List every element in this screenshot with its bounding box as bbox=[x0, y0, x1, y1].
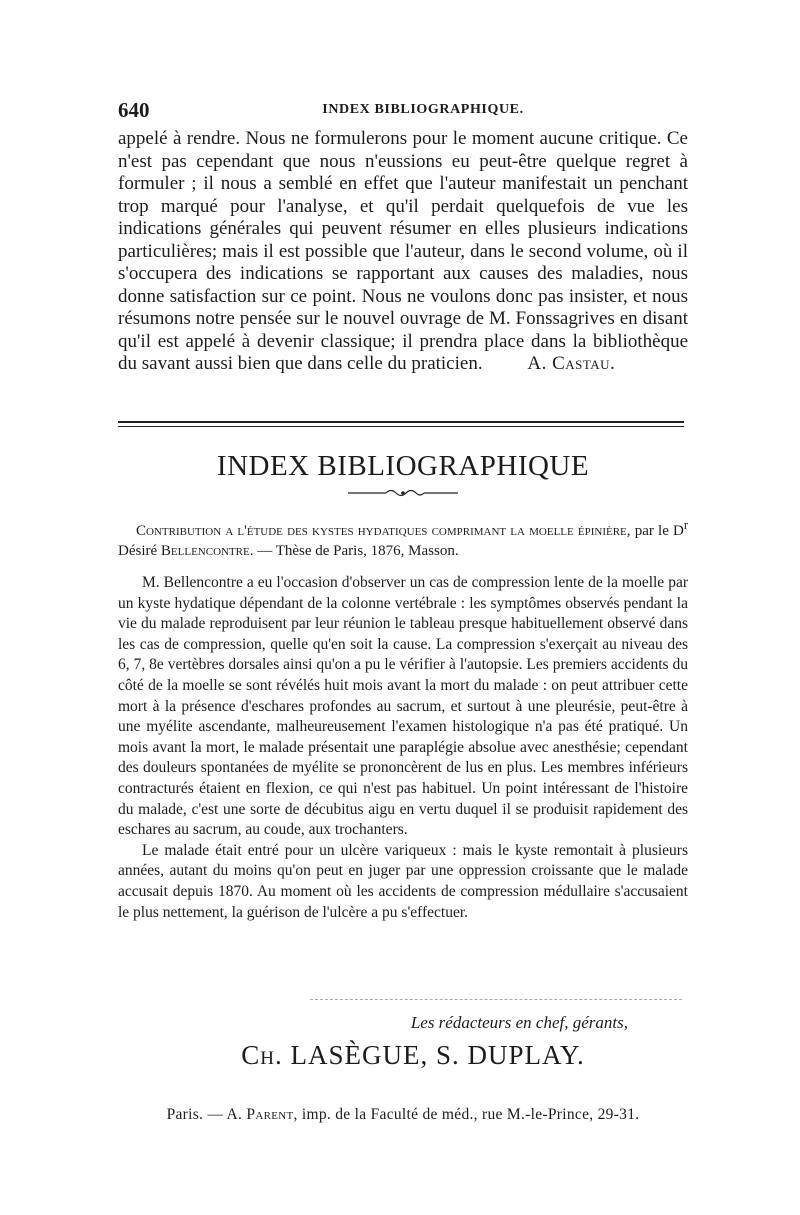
summary-paragraph: M. Bellencontre a eu l'occasion d'observer un cas de compression lente de la moelle par un kyste hydatique dépendant de la colonne vertébrale : les symptômes observés pendant la vie du malade reproduisent par leur réunion le tableau presque habituellement observé dans les cas de compression, quelle qu'en soit la cause. La compression s'exerçait au niveau des 6, 7, 8e vertèbres dorsales ainsi qu'on a pu le vérifier à l'autopsie. Les premiers accidents du côté de la moelle se sont révélés huit mois avant la mort du malade : on peut attribuer cette mort à la présence d'eschares profondes au sacrum, et surtout à une pleurésie, peut-être à une myélite ascendante, malheureusement l'examen histologique n'a pas été pratiqué. Un mois avant la mort, le malade présentait une paraplégie absolue avec anesthésie; cependant des douleurs spontanées de myélite se prononcèrent de lus en plus. Les membres inférieurs contracturés étaient en flexion, ce qui n'est pas habituel. Un point intéressant de l'histoire du malade, c'est une sorte de décubitus aigu en vertu duquel il se produisit rapidement des eschares au sacrum, au coude, aux trochanters. bbox=[118, 574, 688, 839]
editors-initial: Ch. bbox=[241, 1040, 283, 1070]
dotted-separator bbox=[310, 999, 682, 1000]
printer-imprint bbox=[118, 1106, 688, 1124]
section-divider-thick bbox=[118, 421, 684, 423]
page-number: 640 bbox=[118, 98, 150, 122]
entry-dr-suffix: r bbox=[683, 518, 689, 532]
editors-names bbox=[118, 1040, 688, 1071]
section-title: INDEX BIBLIOGRAPHIQUE bbox=[216, 450, 590, 482]
editors-line: Les rédacteurs en chef, gérants, bbox=[410, 1013, 628, 1032]
entry-author-first: Désiré bbox=[118, 543, 158, 559]
entry-summary bbox=[118, 573, 688, 923]
summary-paragraph: Le malade était entré pour un ulcère variqueux : mais le kyste remontait à plusieurs années, autant du moins qu'on peut en juger par une oppression croissante que le malade accusait depuis 1870. Au moment où les accidents de compression médullaire s'accusaient le plus nettement, la guérison de l'ulcère a pu s'effectuer. bbox=[118, 841, 688, 921]
ornament-flourish bbox=[348, 487, 458, 499]
imprint-address: imp. de la Faculté de méd., rue M.-le-Prince, 29-31. bbox=[301, 1106, 640, 1123]
page-header bbox=[118, 98, 688, 124]
bibliographic-entry bbox=[118, 515, 688, 561]
review-signature: A. Castau. bbox=[527, 353, 616, 374]
imprint-dash: — A. bbox=[207, 1106, 243, 1123]
previous-review-ending bbox=[118, 128, 688, 376]
imprint-city: Paris. bbox=[166, 1106, 204, 1123]
running-title: INDEX BIBLIOGRAPHIQUE. bbox=[322, 102, 524, 117]
section-divider-thin bbox=[118, 426, 684, 427]
entry-author-last: Bellencontre. bbox=[160, 543, 254, 559]
entry-by: par le D bbox=[634, 523, 684, 539]
entry-title: Contribution a l'étude des kystes hydatiques comprimant la moelle épinière, bbox=[136, 523, 631, 539]
editors-surnames: LASÈGUE, S. DUPLAY. bbox=[290, 1040, 585, 1070]
previous-review-text: appelé à rendre. Nous ne formulerons pour le moment aucune critique. Ce n'est pas cependant que nous n'eussions eu peut-être quelque regret à formuler ; il nous a semblé en effet que l'auteur manifestait un penchant trop marqué pour l'analyse, et qu'il perdait quelquefois de vue les indications générales qui peuvent résumer en elles plusieurs indications particulières; mais il est possible que l'auteur, dans le second volume, où il s'occupera des indications se rapportant aux causes des maladies, nous donne satisfaction sur ce point. Nous ne voulons donc pas insister, et nous résumons notre pensée sur le nouvel ouvrage de M. Fonssagrives en disant qu'il est appelé à devenir classique; il prendra place dans la bibliothèque du savant aussi bien que dans celle du praticien. bbox=[118, 128, 688, 374]
imprint-printer: Parent, bbox=[246, 1106, 298, 1123]
entry-publication: — Thèse de Paris, 1876, Masson. bbox=[257, 543, 459, 559]
